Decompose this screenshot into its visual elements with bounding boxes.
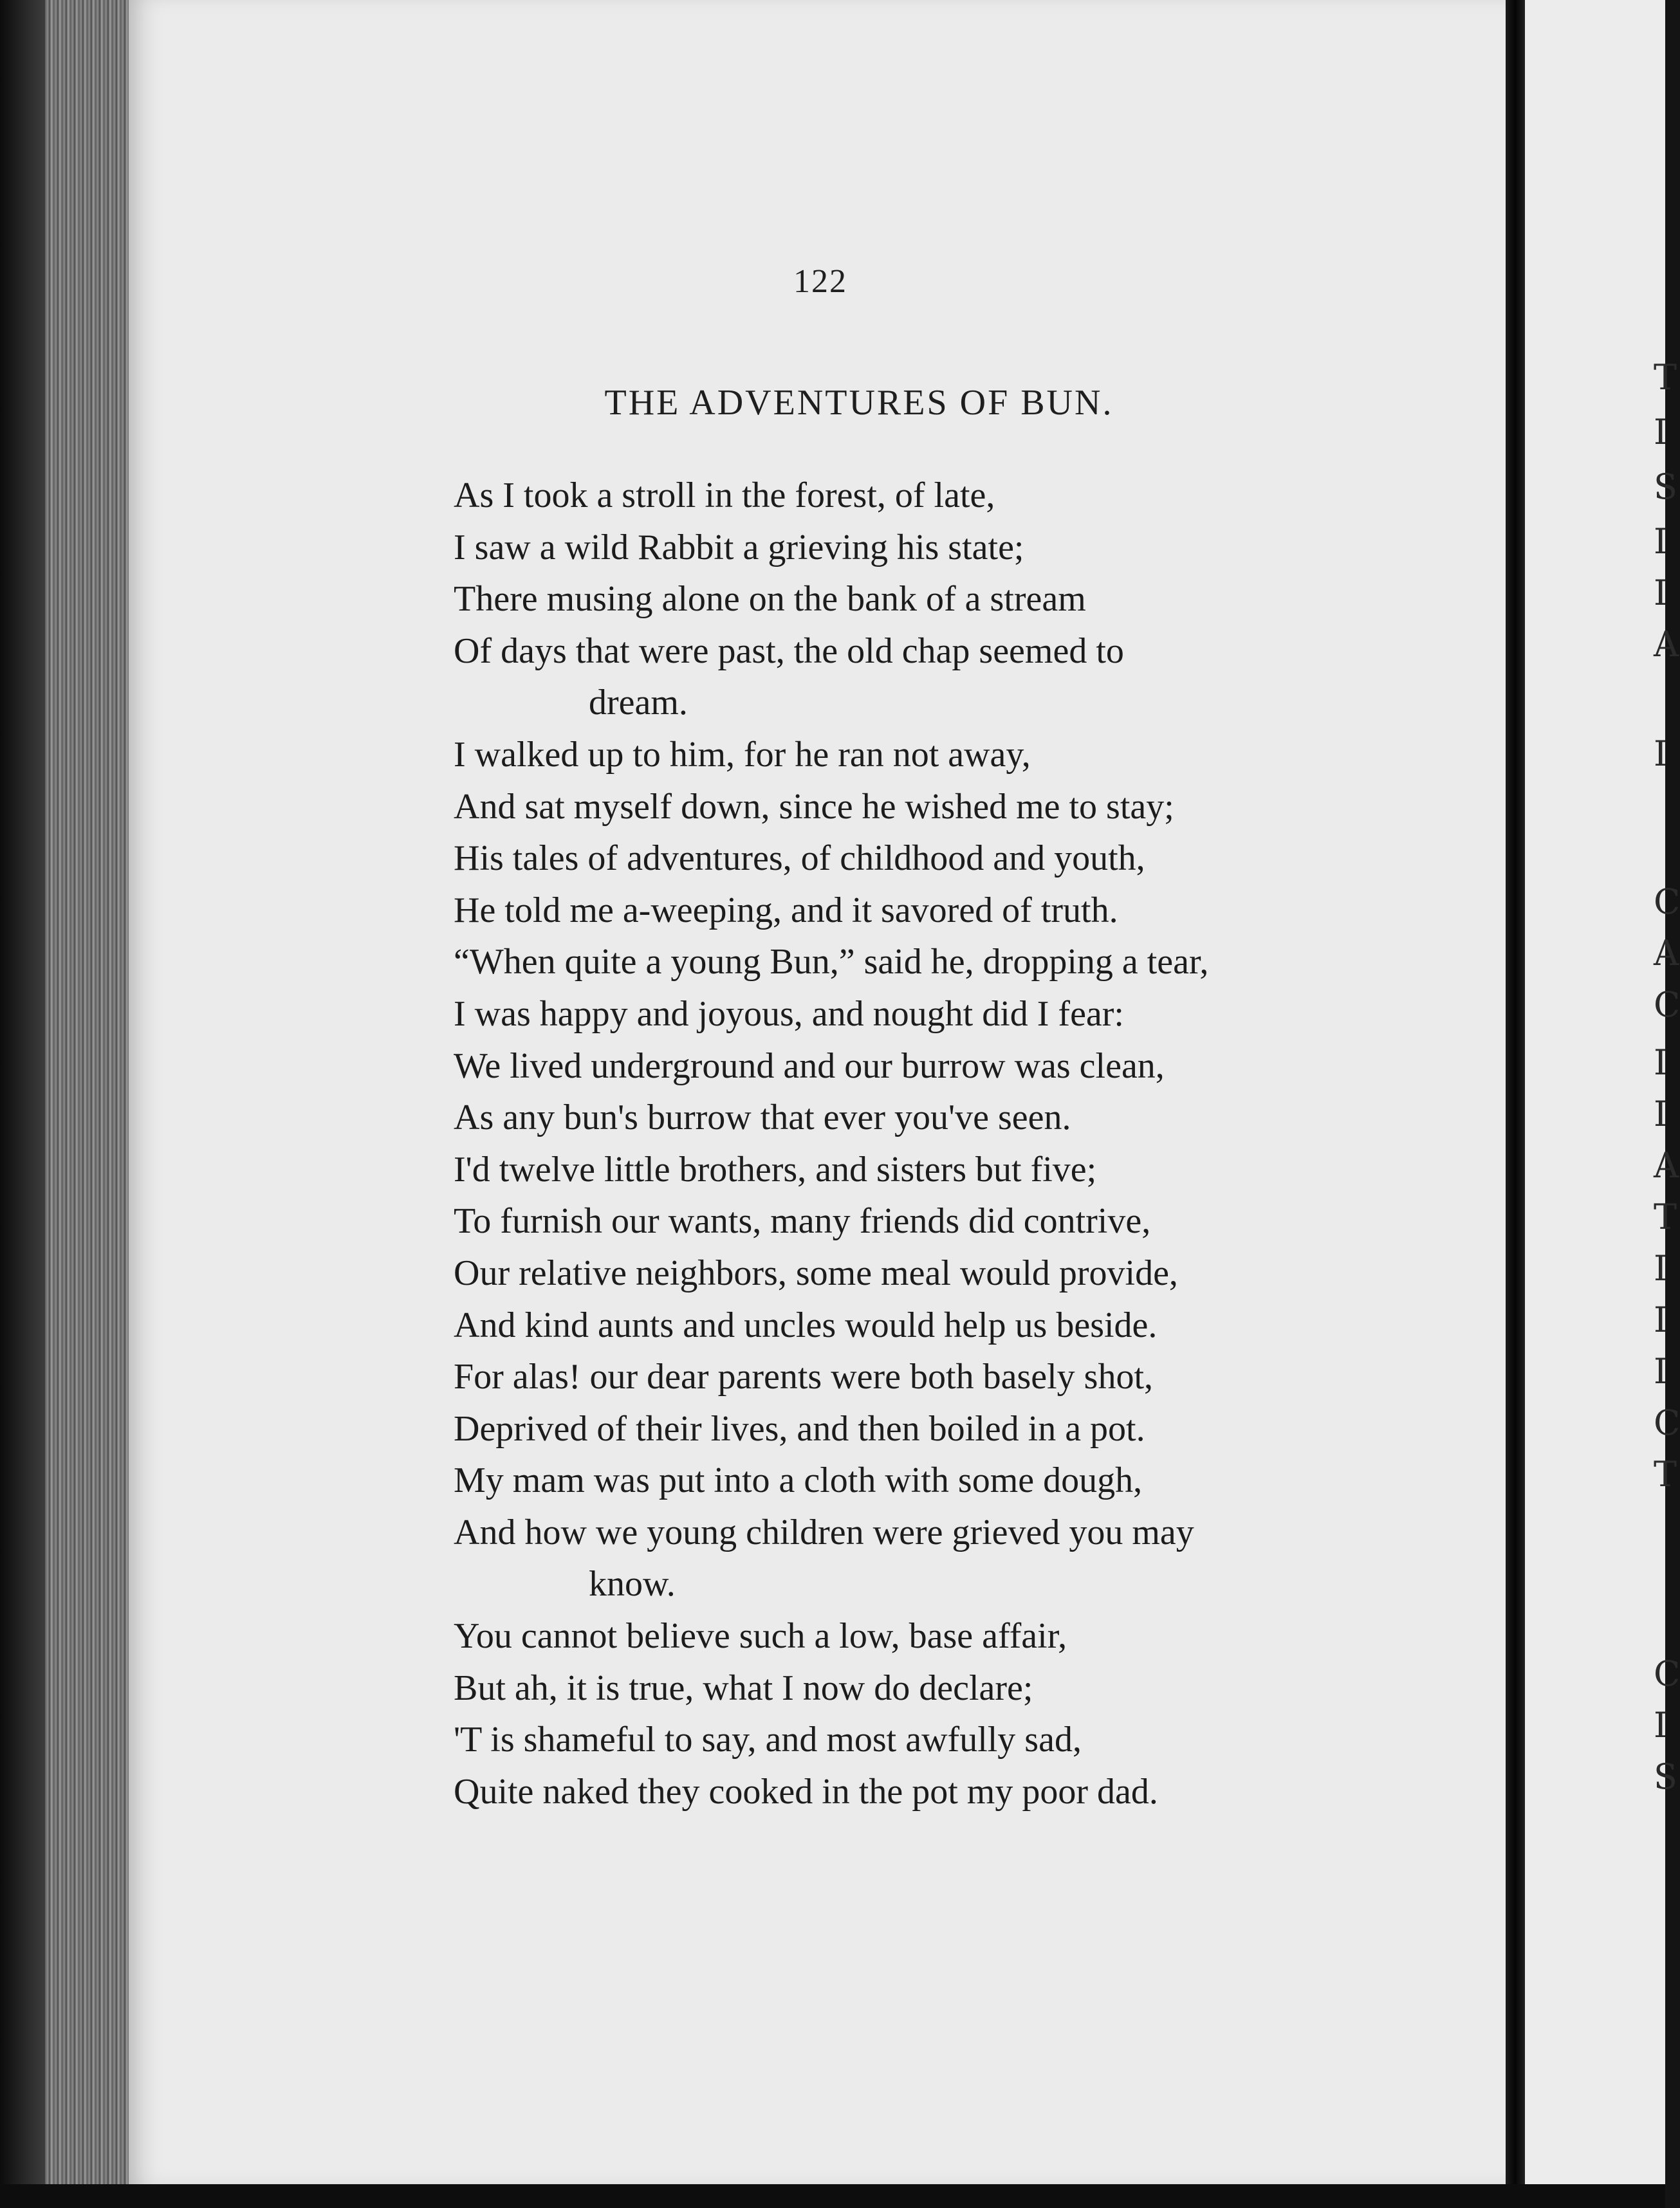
poem-line: And how we young children were grieved you may bbox=[454, 1512, 1194, 1552]
facing-page-letter: C bbox=[1654, 1653, 1680, 1694]
facing-page-letter: I bbox=[1654, 1351, 1668, 1392]
facing-page-letter: S bbox=[1654, 1756, 1677, 1797]
poem-line: You cannot believe such a low, base affair, bbox=[454, 1616, 1067, 1657]
poem-line-continuation: know. bbox=[589, 1564, 676, 1605]
poem-line: Quite naked they cooked in the pot my poor dad. bbox=[454, 1771, 1158, 1812]
poem-line: I walked up to him, for he ran not away, bbox=[454, 734, 1031, 775]
poem-line: He told me a-weeping, and it savored of truth. bbox=[454, 890, 1118, 930]
poem-line: I saw a wild Rabbit a grieving his state; bbox=[454, 527, 1024, 567]
poem-line: Of days that were past, the old chap seemed to bbox=[454, 630, 1124, 671]
facing-page-letter: S bbox=[1654, 466, 1677, 507]
poem-line: Our relative neighbors, some meal would provide, bbox=[454, 1253, 1178, 1293]
facing-page-letter: I bbox=[1654, 1094, 1668, 1134]
poem-line: And kind aunts and uncles would help us beside. bbox=[454, 1305, 1158, 1345]
book-gutter bbox=[1506, 0, 1525, 2184]
facing-page-letter: C bbox=[1654, 881, 1680, 922]
facing-page-letter: I bbox=[1654, 1300, 1668, 1340]
facing-page-letter: A bbox=[1654, 933, 1679, 973]
facing-page-letter: A bbox=[1654, 1145, 1679, 1186]
poem-line: 'T is shameful to say, and most awfully sad, bbox=[454, 1720, 1082, 1760]
poem-line-continuation: dream. bbox=[589, 683, 688, 723]
poem-line: As any bun's burrow that ever you've seen. bbox=[454, 1098, 1071, 1138]
poem-title: THE ADVENTURES OF BUN. bbox=[604, 383, 1114, 423]
facing-page-letter: I bbox=[1654, 1248, 1668, 1289]
poem-line: There musing alone on the bank of a stream bbox=[454, 579, 1086, 620]
poem-line: His tales of adventures, of childhood and youth, bbox=[454, 838, 1145, 879]
facing-page-letter: T bbox=[1654, 357, 1677, 398]
poem-line: For alas! our dear parents were both basely shot, bbox=[454, 1357, 1153, 1397]
poem-line: We lived underground and our burrow was clean, bbox=[454, 1045, 1165, 1086]
poem-line: I was happy and joyous, and nought did I fear: bbox=[454, 993, 1124, 1034]
poem-line: And sat myself down, since he wished me to stay; bbox=[454, 786, 1174, 827]
facing-page-letter: T bbox=[1654, 1454, 1677, 1495]
facing-page-letter: C bbox=[1654, 1403, 1680, 1443]
facing-page-letter: I bbox=[1654, 1705, 1668, 1745]
facing-page-letter: I bbox=[1654, 1042, 1668, 1083]
poem-line: To furnish our wants, many friends did contrive, bbox=[454, 1201, 1151, 1242]
facing-page-letter: A bbox=[1654, 624, 1679, 665]
poem-line: My mam was put into a cloth with some dough, bbox=[454, 1460, 1143, 1501]
poem-body bbox=[454, 470, 1419, 1817]
binding-shadow bbox=[0, 0, 45, 2208]
page-number: 122 bbox=[793, 263, 847, 300]
poem-line: But ah, it is true, what I now do declare; bbox=[454, 1668, 1033, 1708]
facing-page-letter: I bbox=[1654, 733, 1668, 774]
page-edges bbox=[45, 0, 129, 2208]
facing-page-letter: T bbox=[1654, 1197, 1677, 1237]
scan-border-bottom bbox=[0, 2184, 1665, 2208]
facing-page-letter: I bbox=[1654, 412, 1668, 452]
facing-page-letter: C bbox=[1654, 984, 1680, 1025]
facing-page-letter: I bbox=[1654, 521, 1668, 562]
poem-line: As I took a stroll in the forest, of late, bbox=[454, 475, 995, 515]
poem-line: Deprived of their lives, and then boiled in a pot. bbox=[454, 1408, 1145, 1449]
poem-line: “When quite a young Bun,” said he, dropping a tear, bbox=[454, 942, 1209, 982]
poem-line: I'd twelve little brothers, and sisters but five; bbox=[454, 1149, 1097, 1190]
facing-page-letter: I bbox=[1654, 573, 1668, 613]
facing-page-edge bbox=[1525, 0, 1680, 2184]
